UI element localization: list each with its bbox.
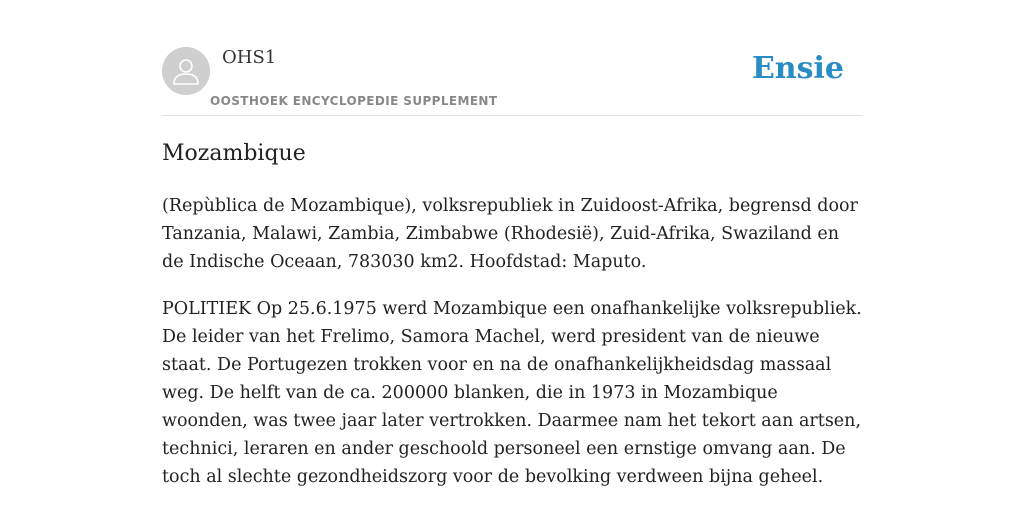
author-name[interactable]: OHS1 xyxy=(222,47,277,68)
author-avatar[interactable] xyxy=(162,47,210,95)
article-paragraph-politiek: POLITIEK Op 25.6.1975 werd Mozambique een onafhankelijke volksrepubliek. De leider van het Frelimo, Samora Machel, werd president van de nieuwe staat. De Portugezen trokken voor en na de onafhankelijkheidsdag massaal weg. De helft van de ca. 200000 blanken, die in 1973 in Mozambique woonden, was twee jaar later vertrokken. Daarmee nam het tekort aan artsen, technici, leraren en ander geschoold personeel een ernstige omvang aan. De toch al slechte gezondheidszorg voor de bevolking verdween bijna geheel. xyxy=(162,299,862,487)
article-header xyxy=(162,0,862,116)
user-silhouette-icon xyxy=(162,47,210,95)
ensie-logo[interactable]: Ensie xyxy=(751,51,844,86)
article-title: Mozambique xyxy=(162,141,306,166)
article-paragraph-intro: (Repùblica de Mozambique), volksrepubliek in Zuidoost-Afrika, begrensd door Tanzania, Malawi, Zambia, Zimbabwe (Rhodesië), Zuid-Afrika, Swaziland en de Indische Oceaan, 783030 km2. Hoofdstad: Maputo. xyxy=(162,196,858,272)
source-label[interactable]: OOSTHOEK ENCYCLOPEDIE SUPPLEMENT xyxy=(210,94,498,108)
article-body xyxy=(162,138,862,487)
